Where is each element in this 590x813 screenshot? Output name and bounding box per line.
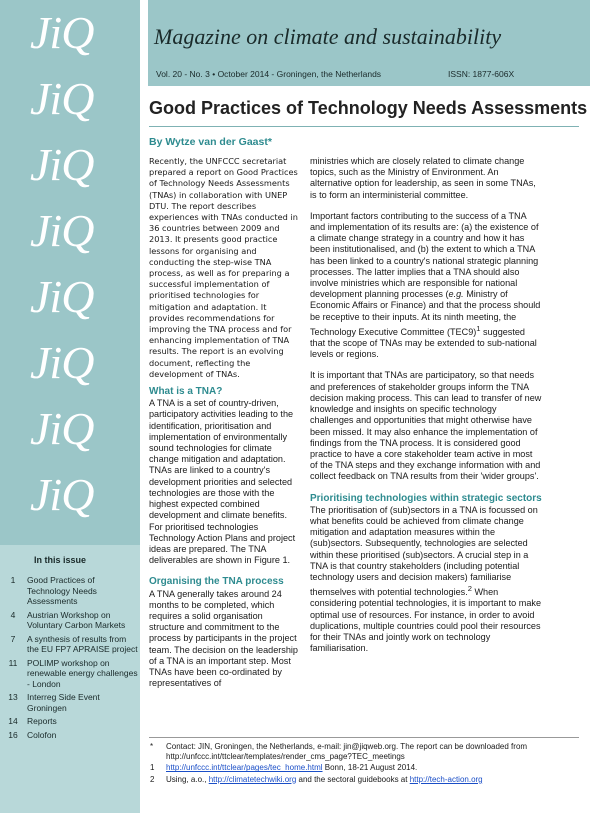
toc-item[interactable] <box>0 730 140 741</box>
paragraph-right-1: ministries which are closely related to climate change topics, such as the Ministry of Environment. An alternative option for leadership, as seen in some TNAs, is to form an interministerial committee. <box>310 156 536 200</box>
jiq-logo: JiQ <box>30 403 94 454</box>
masthead <box>148 0 590 86</box>
toc-page-number: 7 <box>10 633 16 644</box>
toc-title: Interreg Side Event Groningen <box>27 692 100 713</box>
toc-list <box>0 575 140 743</box>
paragraph-right-2 <box>310 211 542 361</box>
toc-item[interactable] <box>0 716 140 727</box>
toc-title: POLIMP workshop on renewable energy challenges - London <box>27 657 138 689</box>
footnote-text: Using, a.o., <box>166 774 209 784</box>
toc-title: Austrian Workshop on Voluntary Carbon Markets <box>27 609 126 630</box>
toc-item[interactable] <box>0 610 140 631</box>
intro-paragraph: Recently, the UNFCCC secretariat prepared a report on Good Practices of Technology Needs Assessments (TNAs) in collaboration with UNEP DTU. The report describes experiences with TNAs conducted in 36 countries between 2009 and 2013. It presents good practice lessons for organising and conducting the step-wise TNA process, as well as for preparing a successful implementation of prioritised technologies for mitigation and adaptation. It provides recommendations for improving the TNA process and for enhancing implementation of TNA results. The report is an evolving document, reflecting the development of TNAs. <box>149 156 298 379</box>
jiq-logo: JiQ <box>30 73 94 124</box>
text-run: Ministry of Economic Affairs or Finance) and that the process should be receptive to their inputs. At its ninth meeting, the Technology Executive Committee (TEC9) <box>310 289 541 337</box>
footnote-link[interactable]: http://climatetechwiki.org <box>208 774 297 784</box>
toc-item[interactable] <box>0 658 140 690</box>
jiq-logo: JiQ <box>30 271 94 322</box>
footnote <box>149 775 584 785</box>
text-run-italic: e.g. <box>448 289 464 300</box>
left-column <box>149 156 299 699</box>
footnote-mark: 2 <box>150 774 155 784</box>
toc-title: Reports <box>27 716 57 726</box>
title-divider <box>149 126 579 127</box>
footnote <box>149 742 584 762</box>
right-column <box>310 156 542 664</box>
in-this-issue-title: In this issue <box>34 555 87 565</box>
section-heading-organising: Organising the TNA process <box>149 576 284 588</box>
section-heading-what: What is a TNA? <box>149 386 223 398</box>
footnote-ref[interactable]: 1 <box>476 323 481 333</box>
toc-item[interactable] <box>0 634 140 655</box>
toc-page-number: 14 <box>8 716 18 726</box>
toc-item[interactable] <box>0 575 140 607</box>
toc-title: Colofon <box>27 729 57 740</box>
toc-title: Good Practices of Technology Needs Assessments <box>27 575 97 606</box>
paragraph-prioritising <box>310 505 542 655</box>
paragraph-organising: A TNA generally takes around 24 months to be completed, which requires a solid organisation structure and commitment to the process by participants in the project team. The decision on the leadership of a TNA is an important step. Most TNAs have been co-ordinated by representatives of <box>149 588 298 689</box>
footnote-mark: 1 <box>150 763 155 773</box>
footnote-divider <box>149 737 579 738</box>
footnote-link[interactable]: http://unfccc.int/ttclear/pages/tec_home.html <box>166 763 323 773</box>
footnote-text: and the sectoral guidebooks at <box>296 774 410 784</box>
footnotes <box>149 742 584 786</box>
footnote-link[interactable]: http://tech-action.org <box>409 774 483 784</box>
jiq-logo: JiQ <box>30 7 94 58</box>
jiq-logo: JiQ <box>30 337 94 388</box>
jiq-logo: JiQ <box>30 205 94 256</box>
text-run: Important factors contributing to the success of a TNA and implementation of its results are: (a) the existence of a climate change strategy in a country and how it has been institutionalised, and (b) the extent to which a TNA has been linked to a country's national strategic planning processes. The latter implies that a TNA should also involve ministries which are responsible for national development planning processes ( <box>310 210 539 300</box>
volume-line: Vol. 20 - No. 3 • October 2014 - Groningen, the Netherlands <box>156 69 382 79</box>
article-title: Good Practices of Technology Needs Assessments <box>149 98 588 118</box>
footnote <box>149 763 584 773</box>
text-run: The prioritisation of (sub)sectors in a TNA is focussed on what benefits could be achieved from climate change mitigation and adaptation measures within the (sub)sectors. Subsequently, technologies are selected within these prioritised (sub)sectors. A crucial step in a TNA is that country stakeholders (including potential technology users and decision makers) familiarise themselves with potential technologies. <box>310 504 538 598</box>
section-heading-prioritising: Prioritising technologies within strategic sectors <box>310 492 542 504</box>
byline: By Wytze van der Gaast* <box>149 136 272 148</box>
toc-page-number: 4 <box>10 609 16 620</box>
footnote-text: Bonn, 18-21 August 2014. <box>322 763 418 773</box>
footnote-mark: * <box>150 742 154 751</box>
text-run: suggested that the scope of TNAs may be extended to sub-national levels or regions. <box>310 326 537 360</box>
paragraph-right-3: It is important that TNAs are participatory, so that needs and preferences of stakeholder groups inform the TNA decision making process. This can lead to transfer of new knowledge and insights on specific technology challenges and opportunities that might otherwise have been missed. It may also enhance the implementation of findings from the TNA process. It is considered good practice to have a core stakeholder team active in most of the TNA steps and they exchange information with and collect feedback on TNA results from their 'wider groups'. <box>310 370 542 482</box>
jiq-logo: JiQ <box>30 139 94 190</box>
jiq-logo: JiQ <box>30 469 94 520</box>
issn: ISSN: 1877-606X <box>448 69 515 79</box>
footnote-ref[interactable]: 2 <box>467 584 472 594</box>
sidebar <box>0 0 140 813</box>
toc-page-number: 1 <box>10 575 16 585</box>
magazine-title: Magazine on climate and sustainability <box>154 24 502 49</box>
toc-title: A synthesis of results from the EU FP7 APRAISE project <box>27 633 138 654</box>
toc-item[interactable] <box>0 692 140 713</box>
paragraph-what: A TNA is a set of country-driven, participatory activities leading to the identification, prioritisation and implementation of environmentally sound technologies for climate change mitigation and adaptation. TNAs are linked to a country's development priorities and selected technologies are those with the highest expected combined development and climate benefits. For prioritised technologies Technology Action Plans and project ideas are prepared. The TNA deliverables are shown in Figure 1. <box>149 398 296 566</box>
logo-stack <box>0 0 140 540</box>
toc-page-number: 16 <box>8 729 18 740</box>
footnote-text: Contact: JIN, Groningen, the Netherlands, e-mail: jin@jiqweb.org. The report can be downloaded from http://unfccc.int/ttclear/templates/render_cms_page?TEC_meetings <box>166 742 528 762</box>
text-run: When considering potential technologies, it is important to make optimal use of resources. For instance, in order to avoid duplications, multiple countries could pool their resources for their TNAs and jointly work on technology familiarisation. <box>310 587 542 654</box>
toc-page-number: 13 <box>8 692 18 702</box>
in-this-issue-box <box>0 545 140 813</box>
toc-page-number: 11 <box>8 657 18 668</box>
